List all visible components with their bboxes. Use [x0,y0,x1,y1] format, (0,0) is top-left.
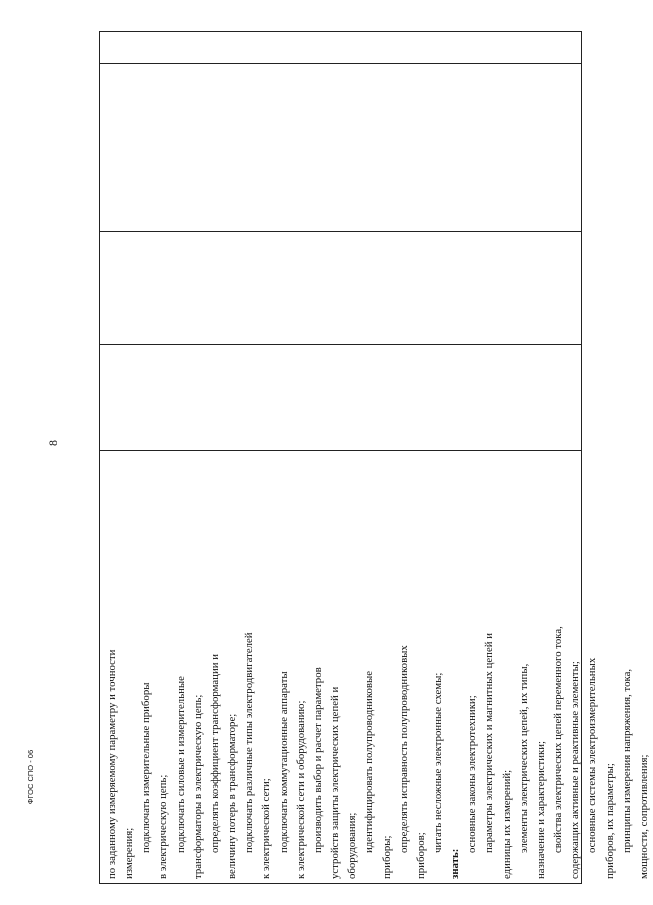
section-heading: знать: [449,848,462,879]
text-line: определять коэффициент трансформации и [208,654,221,853]
competency-text-cell [100,450,650,883]
text-line: производить выбор и расчет параметров [311,667,324,853]
text-line: приборов, их параметры; [603,763,616,879]
competency-lines [104,455,653,879]
text-line: величину потерь в трансформаторе; [226,713,239,879]
content-table [99,31,650,884]
text-line: подключать измерительные приборы [140,682,153,853]
text-line: подключать коммутационные аппараты [277,671,290,853]
text-line: основные системы электроизмерительных [586,657,599,853]
text-line: приборы; [380,835,393,879]
text-line: подключать различные типы электродвигателей [243,632,256,853]
text-line: по заданному измеряемому параметру и точности [106,649,118,879]
text-line: назначение и характеристики; [534,740,547,879]
text-line: читать несложные электронные схемы; [431,672,444,853]
text-line: свойства электрических цепей переменного тока, [552,626,565,853]
text-line: подключать силовые и измерительные [174,676,187,853]
text-line: к электрической сети; [260,778,273,879]
text-line: единицы их измерений; [500,769,513,879]
document-footer: ФГОС СПО - 06 [26,749,35,805]
text-line: измерения; [123,827,136,879]
text-line: оборудования; [346,812,359,879]
text-line: элементы электрических цепей, их типы, [517,663,530,853]
text-line: параметры электрических и магнитных цепей и [483,633,496,853]
text-line: содержащих активные и реактивные элементы; [569,661,582,879]
text-line: идентифицировать полупроводниковые [363,670,376,853]
text-line: приборов; [414,832,427,879]
text-line: мощности, сопротивления; [637,754,650,879]
text-line: трансформаторы в электрическую цепь; [191,694,204,879]
page-number: 8 [46,440,60,446]
column-divider [100,63,581,64]
text-line: принципы измерения напряжения, тока, [620,668,633,853]
text-line: определять исправность полупроводниковых [397,645,410,853]
column-divider [100,231,581,232]
text-line: основные законы электротехники; [466,695,479,853]
text-line: в электрическую цепь; [157,774,170,879]
text-line: к электрической сети и оборудованию; [294,700,307,879]
column-divider [100,344,581,345]
text-line: устройств защиты электрических цепей и [329,686,342,879]
